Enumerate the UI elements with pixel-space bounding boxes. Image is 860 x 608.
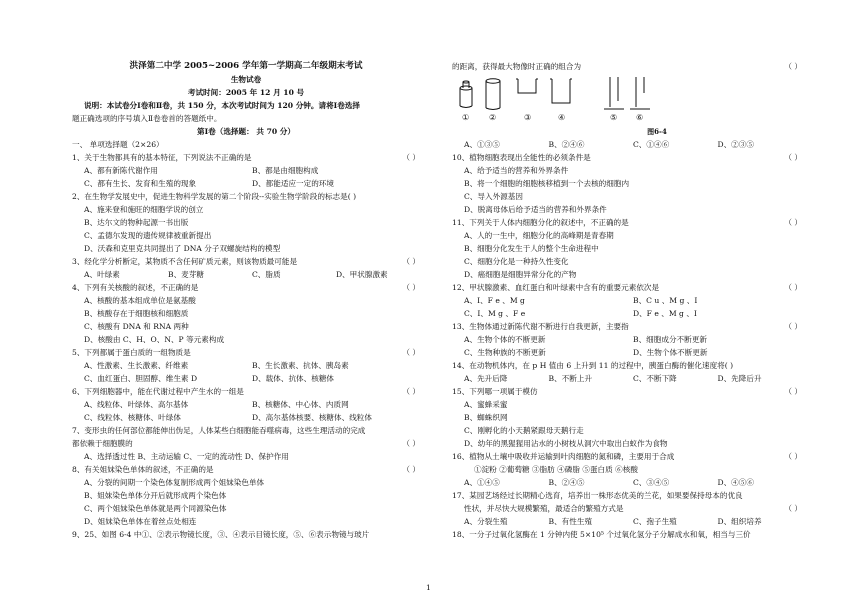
instructions-line-1: 说明：本试卷分Ⅰ卷和Ⅱ卷，共 150 分，本次考试时间为 120 分钟。请将Ⅰ卷选择 (84, 101, 360, 110)
distance-6 (636, 77, 644, 107)
question-5-stem: 5、下列都属于蛋白质的一组物质是 （ ） (72, 348, 420, 357)
question-9-stem: 9、25、如图 6-4 中①、②表示物镜长度，③、④表示目镜长度，⑤、⑥表示物镜与玻片 (72, 530, 370, 539)
question-10-option-b: B、将一个细胞的细胞核移植到一个去核的细胞内 (464, 179, 630, 188)
label-1: ① (462, 113, 470, 122)
question-15-option-d: D、幼年的黑猩猩用沾水的小树枝从洞穴中取出白蚁作为食物 (464, 439, 668, 448)
distance-5 (610, 77, 618, 107)
question-1-options-ab: A、都有新陈代谢作用 B、都是由细胞构成 (84, 166, 319, 175)
question-11-stem: 11、下列关于人体内细胞分化的叙述中，不正确的是 （ ） (452, 218, 802, 227)
microscope-figure (452, 75, 802, 125)
eyepiece-lens-3 (518, 79, 536, 93)
instructions-line-2: 题正确选项的序号填入Ⅱ卷卷首的答题纸中。 (72, 114, 222, 123)
left-column (72, 60, 420, 541)
question-6-options-ab: A、线粒体、叶绿体、高尔基体 B、核糖体、中心体、内质网 (84, 400, 349, 409)
question-17-options: A、分裂生殖 B、有性生殖 C、孢子生殖 D、组织培养 (464, 517, 762, 526)
question-8-stem: 8、有关姐妹染色单体的叙述，不正确的是 （ ） (72, 465, 420, 474)
section-heading: 一、 单项选择题（2×26） (72, 140, 164, 149)
exam-title: 洪泽第二中学 2005~2006 学年第一学期高二年级期末考试 (129, 61, 363, 71)
question-13-stem: 13、生物体通过新陈代谢不断进行自我更新，主要指 （ ） (452, 322, 802, 331)
question-1-options-cd: C、都有生长、发育和生殖的现象 D、都能适应一定的环境 (84, 179, 335, 188)
lens-diagram (452, 75, 682, 125)
question-15-stem: 15、下列哪一项属于模仿 （ ） (452, 387, 802, 396)
question-13-options-ab: A、生物个体的不断更新 B、细胞成分不断更新 (464, 335, 707, 344)
question-16-items: ①淀粉 ②葡萄糖 ③脂肪 ④磷脂 ⑤蛋白质 ⑥核酸 (474, 465, 638, 474)
objective-lens-1 (460, 81, 472, 108)
eyepiece-lens-4 (552, 79, 570, 103)
question-15-option-c: C、刚孵化的小天鹅紧跟母天鹅行走 (464, 426, 584, 435)
question-15-option-a: A、蜜蜂采蜜 (464, 400, 508, 409)
question-5-options-ab: A、性激素、生长激素、纤维素 B、生长激素、抗体、胰岛素 (84, 361, 349, 370)
question-1-stem: 1、关于生物都具有的基本特征，下列说法不正确的是 （ ） (72, 153, 420, 162)
question-10-option-a: A、给予适当的营养和外界条件 (464, 166, 569, 175)
question-11-option-d: D、癌细胞是细胞异常分化的产物 (464, 270, 577, 279)
question-2-option-b: B、达尔文的物种起源一书出版 (84, 218, 189, 227)
question-6-options-cd: C、线粒体、核糖体、叶绿体 D、高尔基体核要、核糖体、线粒体 (84, 413, 372, 422)
question-6-stem: 6、下列细胞器中，能在代谢过程中产生水的一组是 （ ） (72, 387, 420, 396)
question-18-stem: 18、一分子过氧化氢酶在 1 分钟内使 5×10⁵ 个过氧化氢分子分解成水和氧，相当与三价 (452, 530, 751, 539)
question-11-option-c: C、细胞分化是一种持久性变化 (464, 257, 569, 266)
question-7-options: A、选择透过性 B、主动运输 C、一定的流动性 D、保护作用 (84, 452, 289, 461)
question-10-stem: 10、植物细胞表现出全能性的必须条件是 （ ） (452, 153, 802, 162)
question-8-option-c: C、两个姐妹染色单体就是两个同源染色体 (84, 504, 227, 513)
question-4-option-c: C、核酸有 DNA 和 RNA 两种 (84, 322, 189, 331)
question-2-option-d: D、沃森和克里克共同提出了 DNA 分子双螺旋结构的模型 (84, 244, 281, 253)
question-4-stem: 4、下列有关核酸的叙述，不正确的是 （ ） (72, 283, 420, 292)
question-14-stem: 14、在动物机体内，在 p H 值由 6 上升到 11 的过程中，胰蛋白酶的催化速度将( ) (452, 361, 734, 370)
question-10-option-d: D、脱离母体后给予适当的营养和外界条件 (464, 205, 607, 214)
question-12-options-ab: A、I、F e 、M g B、C u 、M g 、I (464, 296, 698, 305)
exam-subtitle: 生物试卷 (230, 75, 262, 84)
question-10-option-c: C、导入外源基因 (464, 192, 523, 201)
question-17-stem: 17、某园艺场经过长期精心选育，培养出一株形态优美的兰花，如果要保持母本的优良 (452, 491, 743, 500)
question-13-options-cd: C、生物种族的不断更新 D、生物个体不断更新 (464, 348, 708, 357)
objective-lens-2 (486, 79, 500, 110)
question-15-option-b: B、蜘蛛织网 (464, 413, 508, 422)
question-16-stem: 16、植物从土壤中吸收并运输到叶肉细胞的氮和磷，主要用于合成 （ ） (452, 452, 802, 461)
question-5-options-cd: C、血红蛋白、胆固醇、维生素 D D、载体、抗体、核糖体 (84, 374, 335, 383)
question-9-options: A、①③⑤ B、②④⑥ C、①④⑥ D、②③⑤ (464, 140, 754, 149)
question-7-stem: 7、变形虫的任何部位都能伸出伪足，人体某些白细胞能吞噬病毒，这些生理活动的完成 (72, 426, 366, 435)
question-11-option-b: B、细胞分化发生于人的整个生命进程中 (464, 244, 599, 253)
label-3: ③ (524, 113, 532, 122)
question-11-option-a: A、人的一生中，细胞分化的高峰期是青春期 (464, 231, 614, 240)
question-4-option-b: B、核酸存在于细胞核和细胞质 (84, 309, 189, 318)
question-14-options: A、先升后降 B、不断上升 C、不断下降 D、先降后升 (464, 374, 762, 383)
exam-time: 考试时间：2005 年 12 月 10 号 (187, 88, 305, 97)
question-8-option-b: B、姐妹染色单体分开后就形成两个染色体 (84, 491, 227, 500)
question-2-option-c: C、孟德尔发现的遗传规律被重新提出 (84, 231, 212, 240)
question-2-option-a: A、施来登和施旺的细胞学说的创立 (84, 205, 204, 214)
question-12-options-cd: C、I、M g 、F e D、F e 、M g 、I (464, 309, 697, 318)
question-8-option-a: A、分裂的间期一个染色体复制形成两个姐妹染色单体 (84, 478, 265, 487)
label-4: ④ (558, 113, 566, 122)
question-9-stem-cont: 的距离，获得最大物像时正确的组合为 （ ） (452, 62, 802, 71)
question-4-option-d: D、核酸由 C、H、O、N、P 等元素构成 (84, 335, 225, 344)
question-16-options: A、①④⑤ B、②④⑤ C、③④⑤ D、④⑤⑥ (464, 478, 754, 487)
label-2: ② (489, 113, 497, 122)
question-3-stem: 3、经化学分析断定，某物质不含任何矿质元素，则该物质最可能是 （ ） (72, 257, 420, 266)
right-column (452, 60, 802, 541)
question-8-option-d: D、姐妹染色单体在着丝点处相连 (84, 517, 197, 526)
page-number: 1 (426, 583, 431, 592)
question-2-stem: 2、在生物学发展史中，促进生物科学发展的第二个阶段--实验生物学阶段的标志是( ) (72, 192, 357, 201)
question-7-stem-cont: 都依赖于细胞膜的 （ ） (72, 439, 420, 448)
question-12-stem: 12、甲状腺激素、血红蛋白和叶绿素中含有的重要元素依次是 （ ） (452, 283, 802, 292)
question-17-stem-cont: 性状，并尽快大规模繁殖，最适合的繁殖方式是 （ ） (464, 504, 802, 513)
part-heading: 第Ⅰ卷（选择题： 共 70 分） (197, 127, 295, 136)
label-6: ⑥ (636, 113, 644, 122)
label-5: ⑤ (610, 113, 618, 122)
question-4-option-a: A、核酸的基本组成单位是氨基酸 (84, 296, 196, 305)
question-3-options: A、叶绿素 B、麦芽糖 C、脂质 D、甲状腺激素 (84, 270, 388, 279)
figure-caption: 图6-4 (647, 127, 667, 136)
